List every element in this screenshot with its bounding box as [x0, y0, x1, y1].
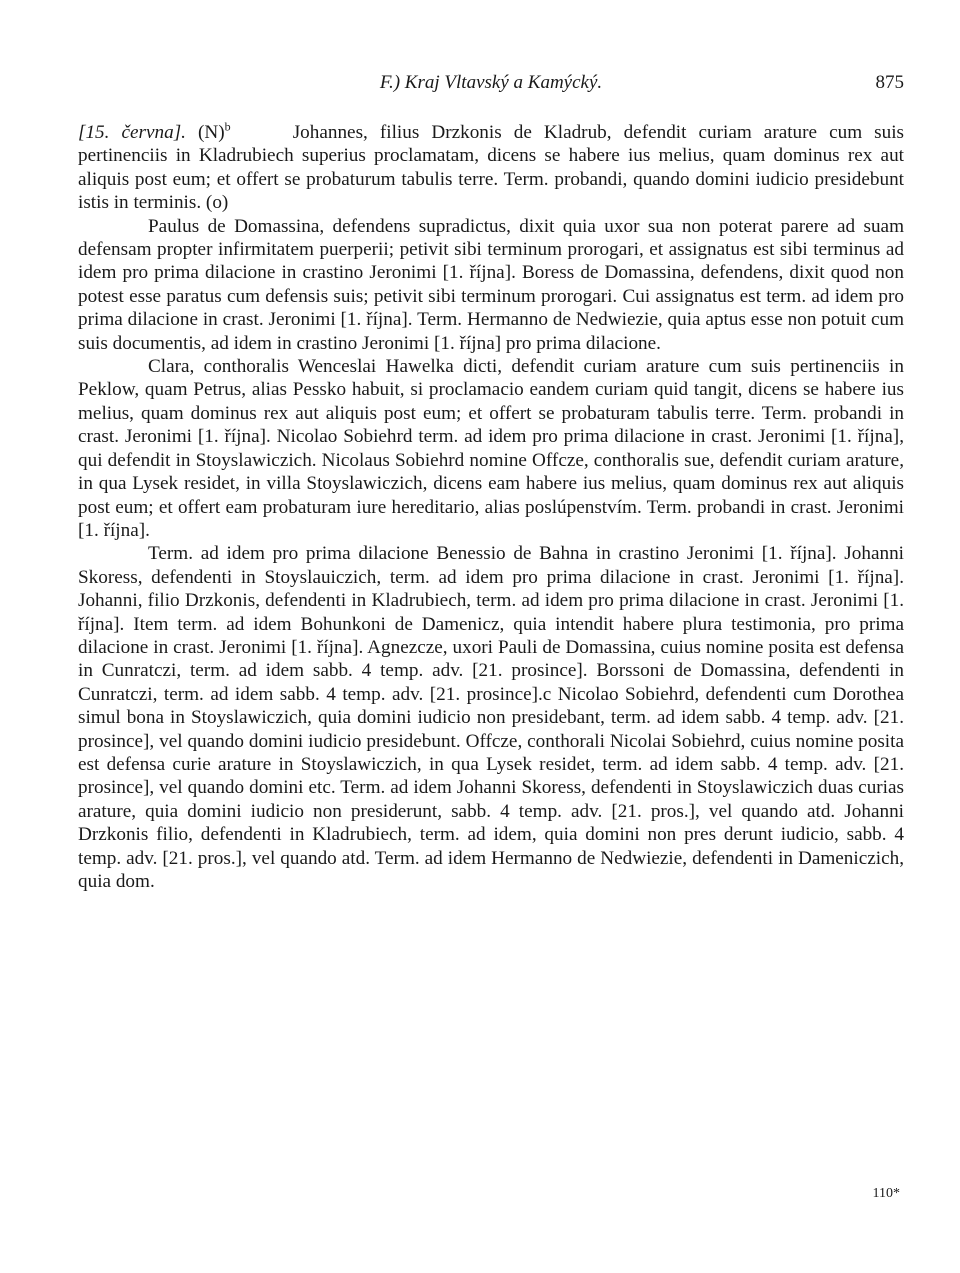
running-title: F.) Kraj Vltavský a Kamýcký.: [379, 72, 603, 93]
date-heading: [15. června].: [78, 122, 186, 143]
paragraph-2: Paulus de Domassina, defendens supradictus, dixit quia uxor sua non poterat parere ad suam defensam propter infirmitatem puerperii; petivit sibi terminum prorogari, et assignatus est sibi terminus ad idem pro prima dilacione in crastino Jeronimi [1. října]. Boress de Domassina, defendens, dixit quod non potest esse paratus cum defensis suis; petivit sibi terminum prorogari. Cui assignatus est term. ad idem pro prima dilacione in crast. Jeronimi [1. října]. Term. Hermanno de Nedwiezie, quia aptus esse non potuit cum suis documentis, ad idem in crastino Jeronimi [1. října] pro prima dilacione.: [78, 215, 904, 354]
paragraph-text: Johannes, filius Drzkonis de Kladrub, defendit curiam arature cum suis pertinenciis in Kladrubiech superius proclamatam, dicens se habere ius melius, quam dominus rex aut aliquis post eum; et offert se probaturum tabulis terre. Term. probandi, quando domini iudicio presidebunt istis in terminis. (o): [78, 122, 905, 214]
footnote-marker: b: [224, 119, 231, 134]
paragraph-1: [78, 121, 904, 215]
signature-mark: 110*: [872, 1186, 900, 1201]
paragraph-4: Term. ad idem pro prima dilacione Benessio de Bahna in crastino Jeronimi [1. října]. Johanni Skoress, defendenti in Stoyslauiczich, term. ad idem pro prima dilacione in crast. Jeronimi [1. října]. Johanni, filio Drzkonis, defendenti in Kladrubiech, term. ad idem pro prima dilacione in crast. Jeronimi [1. října]. Item term. ad idem Bohunkoni de Damenicz, quia intendit habere plura testimonia, pro prima dilacione in crast. Jeronimi [1. října]. Agnezcze, uxori Pauli de Domassina, cuius nomine posita est defensa in Cunratczi, term. ad idem sabb. 4 temp. adv. [21. prosince]. Borssoni de Domassina, defendenti in Cunratczi, term. ad idem sabb. 4 temp. adv. [21. prosince].c Nicolao Sobiehrd, defendenti cum Dorothea simul bona in Stoyslawiczich, quia domini iudicio non presidebant, term. ad idem sabb. 4 temp. adv. [21. prosince], vel quando domini iudicio presidebunt. Offcze, conthorali Nicolai Sobiehrd, cuius nomine posita est defensa curie arature in Stoyslawiczich, in qua Lysek residet, term. ad idem sabb. 4 temp. adv. [21. prosince], vel quando domini etc. Term. ad idem Johanni Skoress, defendenti in Stoyslawiczich duas curias arature, quia domini iudicio non presiderunt, sabb. 4 temp. adv. [21. pros.], vel quando atd. Johanni Drzkonis filio, defendenti in Kladrubiech, term. ad idem, quia domini non pres derunt iudicio, sabb. 4 temp. adv. [21. pros.], vel quando atd. Term. ad idem Hermanno de Nedwiezie, defendenti in Dameniczich, quia dom.: [78, 543, 904, 892]
paragraph-3: Clara, conthoralis Wenceslai Hawelka dicti, defendit curiam arature cum suis pertinenciis in Peklow, quam Petrus, alias Pessko habuit, si proclamacio eandem curiam quid tangit, dicens se habere ius melius, quam dominus rex aut aliquis post eum; et offert se probaturam tabulis terre. Term. probandi in crast. Jeronimi [1. října]. Nicolao Sobiehrd term. ad idem pro prima dilacione in crast. Jeronimi [1. října], qui defendit in Stoyslawiczich. Nicolaus Sobiehrd nomine Offcze, conthoralis sue, defendit curiam arature, in qua Lysek residet, in villa Stoyslawiczich, dicens eam habere ius melius, quam dominus rex aut aliquis post eum; et offert eam probaturam iure hereditario, alias poslúpenstvím. Term. probandi in crast. Jeronimi [1. října].: [78, 356, 904, 541]
page-number: 875: [875, 72, 904, 93]
body-text: [78, 121, 904, 893]
page-header: [78, 72, 904, 98]
sigla-mark: $(N)^b$: [198, 119, 231, 143]
